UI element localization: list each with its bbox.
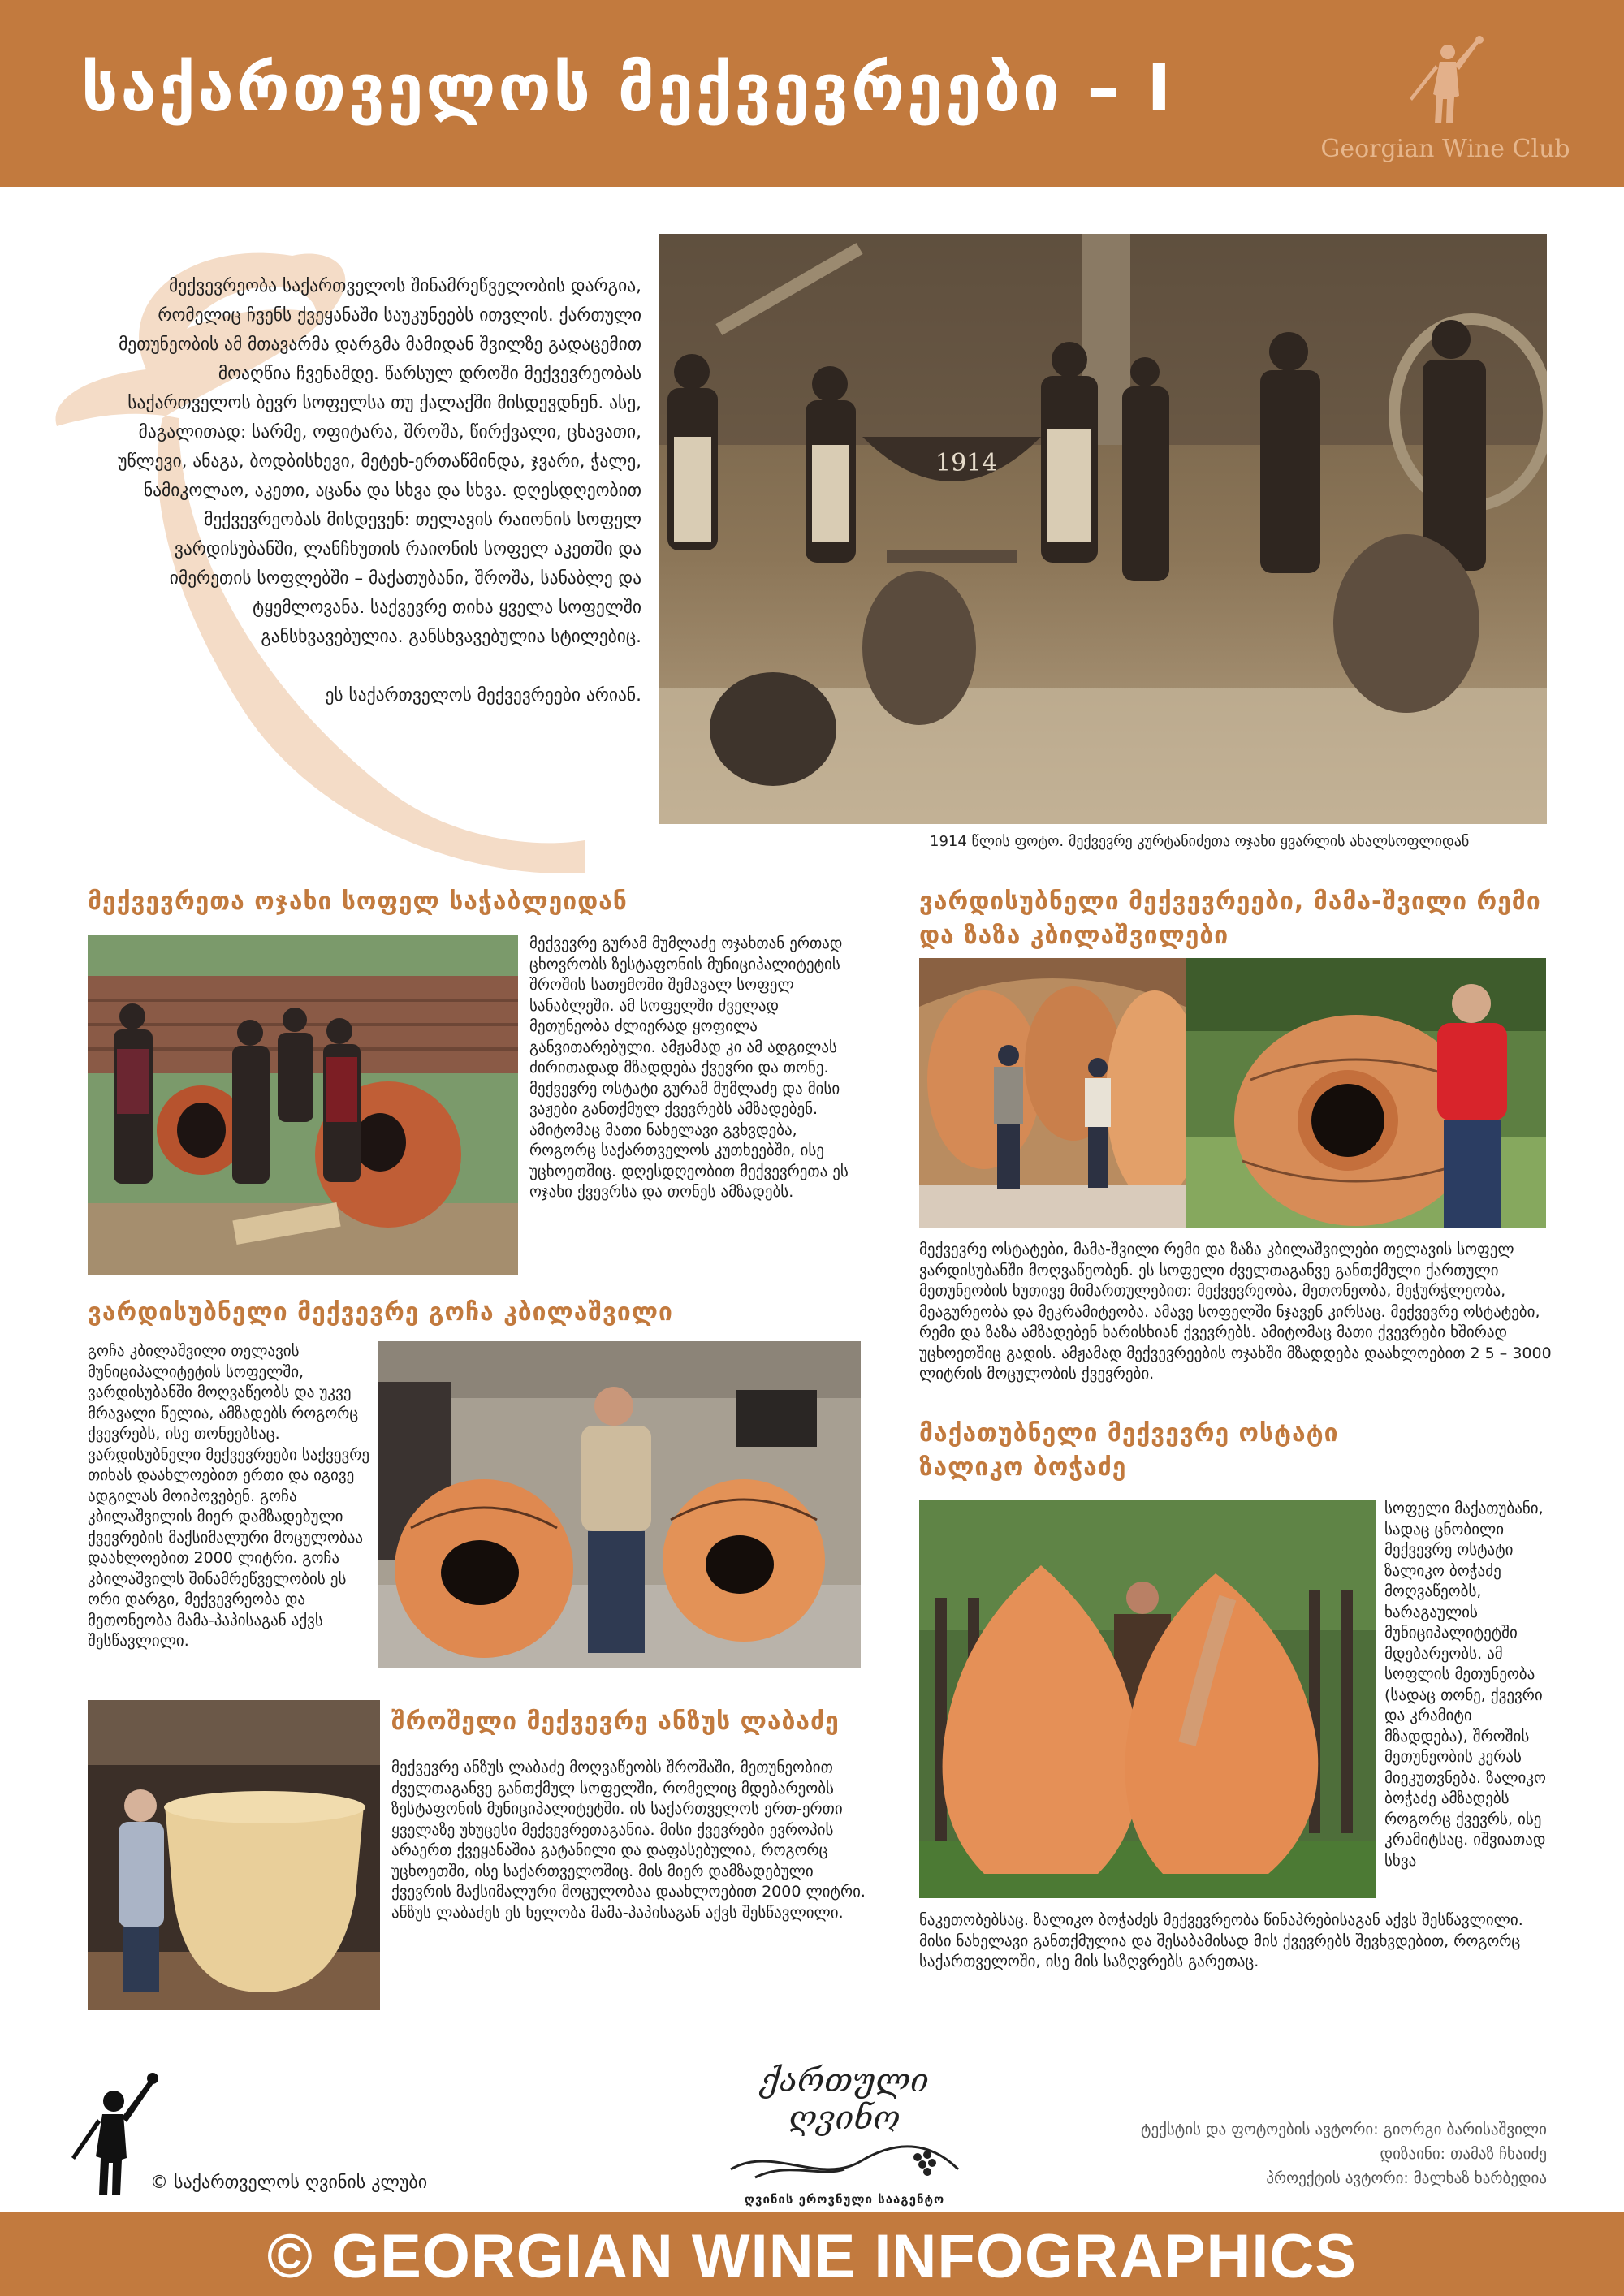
text-zaliko-bottom: ნაკეთობებსაც. ზალიკო ბოჭაძეს მექვევრეობა წინაპრებისაგან აქვს შესწავლილი. მისი ნახელავი განთქმულია და შესაბამისად მის ქვევრებს შევხვდებით, როგორც საქართველოში, ისე მის საზღვრებს გარეთაც. — [919, 1911, 1523, 1970]
intro-text-block — [114, 272, 641, 710]
wine-agency-label: ღვინის ეროვნული სააგენტო — [744, 2192, 945, 2207]
photo-gocha-kvevris — [378, 1341, 861, 1668]
text-anzor: მექვევრე ანზუს ლაბაძე მოღვაწეობს შროშაში, მეთუნეობით ძველთაგანვე განთქმულ სოფელში, რომელიც მდებარეობს ზესტაფონის მუნიციპალიტეტში. ის საქართველოს ერთ-ერთი ყველაზე უხუცესი მექვევრეთაგანია. მისი ქვევრები ევროპის არაერთ ქვეყანაშია გატანილი და დაფასებულია, როგორც უცხოეთში, ისე საქართველოშიც. მის მიერ დამზადებული ქვევრის მაქსიმალური მოცულობაა დაახლოებით 2000 ლიტრი. ანზუს ლაბაძეს ეს ხელობა მამა-პაპისაგან აქვს შესწავლილი. — [391, 1759, 866, 1922]
photo-kbilashvili-cellar — [919, 958, 1186, 1228]
text-gocha: გოჩა კბილაშვილი თელავის მუნიციპალიტეტის სოფელში, ვარდისუბანში მოღვაწეობს და უკვე მრავალი წელია, ამზადებს როგორც ქვევრებს, ისე თონეებსაც. ვარდისუბნელი მექვევრეები საქვევრე თიხას დაახლოებით ერთი და იგივე ადგილას მოიპოვებენ. გოჩა კბილაშვილის მიერ დამზადებული ქვევრების მაქსიმალური მოცულობაა დაახლოებით 2000 ლიტრი. გოჩა კბილაშვილს შინამრეწველობის ეს ორი დარგი, მექვევრეობა და მეთონეობა მამა-პაპისაგან აქვს შესწავლილი. — [88, 1342, 370, 1650]
credit-text-photo: ტექსტის და ფოტოების ავტორი: გიორგი ბარისაშვილი — [1141, 2121, 1547, 2138]
text-vardisubani-father-son: მექვევრე ოსტატები, მამა-შვილი რემი და ზაზა კბილაშვილები თელავის სოფელ ვარდისუბანში მოღვაწეობენ. ეს სოფელი ძველთაგანვე განთქმული ქართული მეთუნეობის ხუთივე მიმართულებით: მექვევრეობა, მეთონეობა, მეჭურჭლეობა, მეაგურეობა და მეკრამიტეობა. ამავე სოფელში ნჯავენ კირსაც. მექვევრე ოსტატები, რემი და ზაზა ამზადებენ ხარისხიან ქვევრებს. ამიტომაც მათი ქვევრები ხშირად უცხოეთშიც გადის. ამჟამად მექვევრეების ოჯახში მზადდება დაახლოებით 2 5 – 3000 ლიტრის მოცულობის ქვევრები. — [919, 1241, 1552, 1383]
section-title-vardisubani-father-son: ვარდისუბნელი მექვევრეები, მამა-შვილი რემი და ზაზა კბილაშვილები — [919, 887, 1541, 950]
photo-mumladze-family — [88, 935, 518, 1275]
winemaker-icon — [1401, 32, 1490, 130]
section-title-sanable-family: მექვევრეთა ოჯახი სოფელ საჭაბლეიდან — [88, 887, 628, 916]
section-title-anzor: შროშელი მექვევრე ანზუს ლაბაძე — [391, 1707, 840, 1736]
text-zaliko-side: სოფელი მაქათუბანი, სადაც ცნობილი მექვევრე ოსტატი ზალიკო ბოჭაძე მოღვაწეობს, ხარაგაულის მუნიციპალიტეტში მდებარეობს. ამ სოფლის მეთუნეობა (სადაც თონე, ქვევრი და კრამიტი მზადდება), შროშის მეთუნეობის კერას მიეკუთვნება. ზალიკო ბოჭაძე ამზადებს როგორც ქვევრს, ისე კრამიტსაც. იშვიათად სხვა — [1384, 1500, 1546, 1870]
wine-logo-script: ქართული ღვინო — [760, 2062, 929, 2137]
vessel-year-label: 1914 — [935, 449, 998, 477]
credits-block — [1141, 2117, 1547, 2190]
club-copyright: © საქართველოს ღვინის კლუბი — [150, 2173, 428, 2193]
wine-vine-icon — [723, 2137, 966, 2186]
hero-photo-1914 — [659, 234, 1547, 824]
page-title: საქართველოს მექვევრეები – I — [81, 50, 1174, 126]
footer-band — [0, 2212, 1624, 2296]
winemaker-silhouette-icon — [71, 2069, 161, 2199]
credit-design: დიზაინი: თამაზ ჩხაიძე — [1380, 2145, 1547, 2163]
photo-zaliko-bochadze — [919, 1500, 1376, 1898]
intro-paragraph: მექვევრეობა საქართველოს შინამრეწველობის დარგია, რომელიც ჩვენს ქვეყანაში საუკუნეებს ითვლის. ქართული მეთუნეობის ამ მთავარმა დარგმა მამიდან შვილზე გადაცემით მოაღწია ჩვენამდე. წარსულ დროში მექვევრეობას საქართველოს ბევრ სოფელსა თუ ქალაქში მისდევდნენ. ასე, მაგალითად: სარმე, ოფიტარა, შროშა, წირქვალი, ცხავათი, უწლევი, ანაგა, ბოდბისხევი, მეტეხ-ერთაწმინდა, ჯვარი, ჭალე, ნამიკოლაო, აკეთი, აცანა და სხვა და სხვა. დღესდღეობით მექვევრეობას მისდევენ: თელავის რაიონის სოფელ ვარდისუბანში, ლანჩხუთის რაიონის სოფელ აკეთში და იმერეთის სოფლებში – მაქათუბანი, შროშა, სანაბლე და ტყემლოვანა. საქვევრე თიხა ყველა სოფელში განსხვავებულია. განსხვავებულია სტილებიც. — [118, 276, 641, 647]
text-sanable-family: მექვევრე გურამ მუმლაძე ოჯახთან ერთად ცხოვრობს ზესტაფონის მუნიციპალიტეტის შროშის სათემოში შემავალ სოფელ სანაბლეში. ამ სოფელში ძველად მეთუნეობა ძლიერად ყოფილა განვითარებული. ამჟამად კი ამ ადგილას ძირითადად მზადდება ქვევრი და თონე. მექვევრე ოსტატი გურამ მუმლაძე და მისი ვაჟები განთქმულ ქვევრებს ამზადებენ. ამიტომაც მათი ნახელავი გვხვდება, როგორც საქართველოს კუთხეებში, ისე უცხოეთშიც. დღესდღეობით მექვევრეთა ეს ოჯახი ქვევრსა და თონეს ამზადებს. — [529, 934, 849, 1201]
national-wine-agency-logo — [706, 2062, 983, 2207]
credit-project: პროექტის ავტორი: მალხაზ ხარბედია — [1266, 2169, 1547, 2187]
photo-anzor-labadze — [88, 1700, 380, 2010]
section-title-gocha: ვარდისუბნელი მექვევრე გოჩა კბილაშვილი — [88, 1298, 673, 1327]
hero-photo-caption: 1914 წლის ფოტო. მექვევრე კურტანიძეთა ოჯახი ყვარლის ახალსოფლიდან — [930, 833, 1470, 850]
photo-kbilashvili-outdoor — [1186, 958, 1546, 1228]
intro-closing: ეს საქართველოს მექვევრეები არიან. — [325, 685, 641, 706]
infographics-title: © GEORGIAN WINE INFOGRAPHICS — [266, 2222, 1358, 2291]
page-header — [0, 0, 1624, 187]
section-title-zaliko: მაქათუბნელი მექვევრე ოსტატი ზალიკო ბოჭაძე — [919, 1419, 1339, 1482]
club-logo — [1315, 32, 1575, 179]
club-name: Georgian Wine Club — [1320, 135, 1570, 163]
